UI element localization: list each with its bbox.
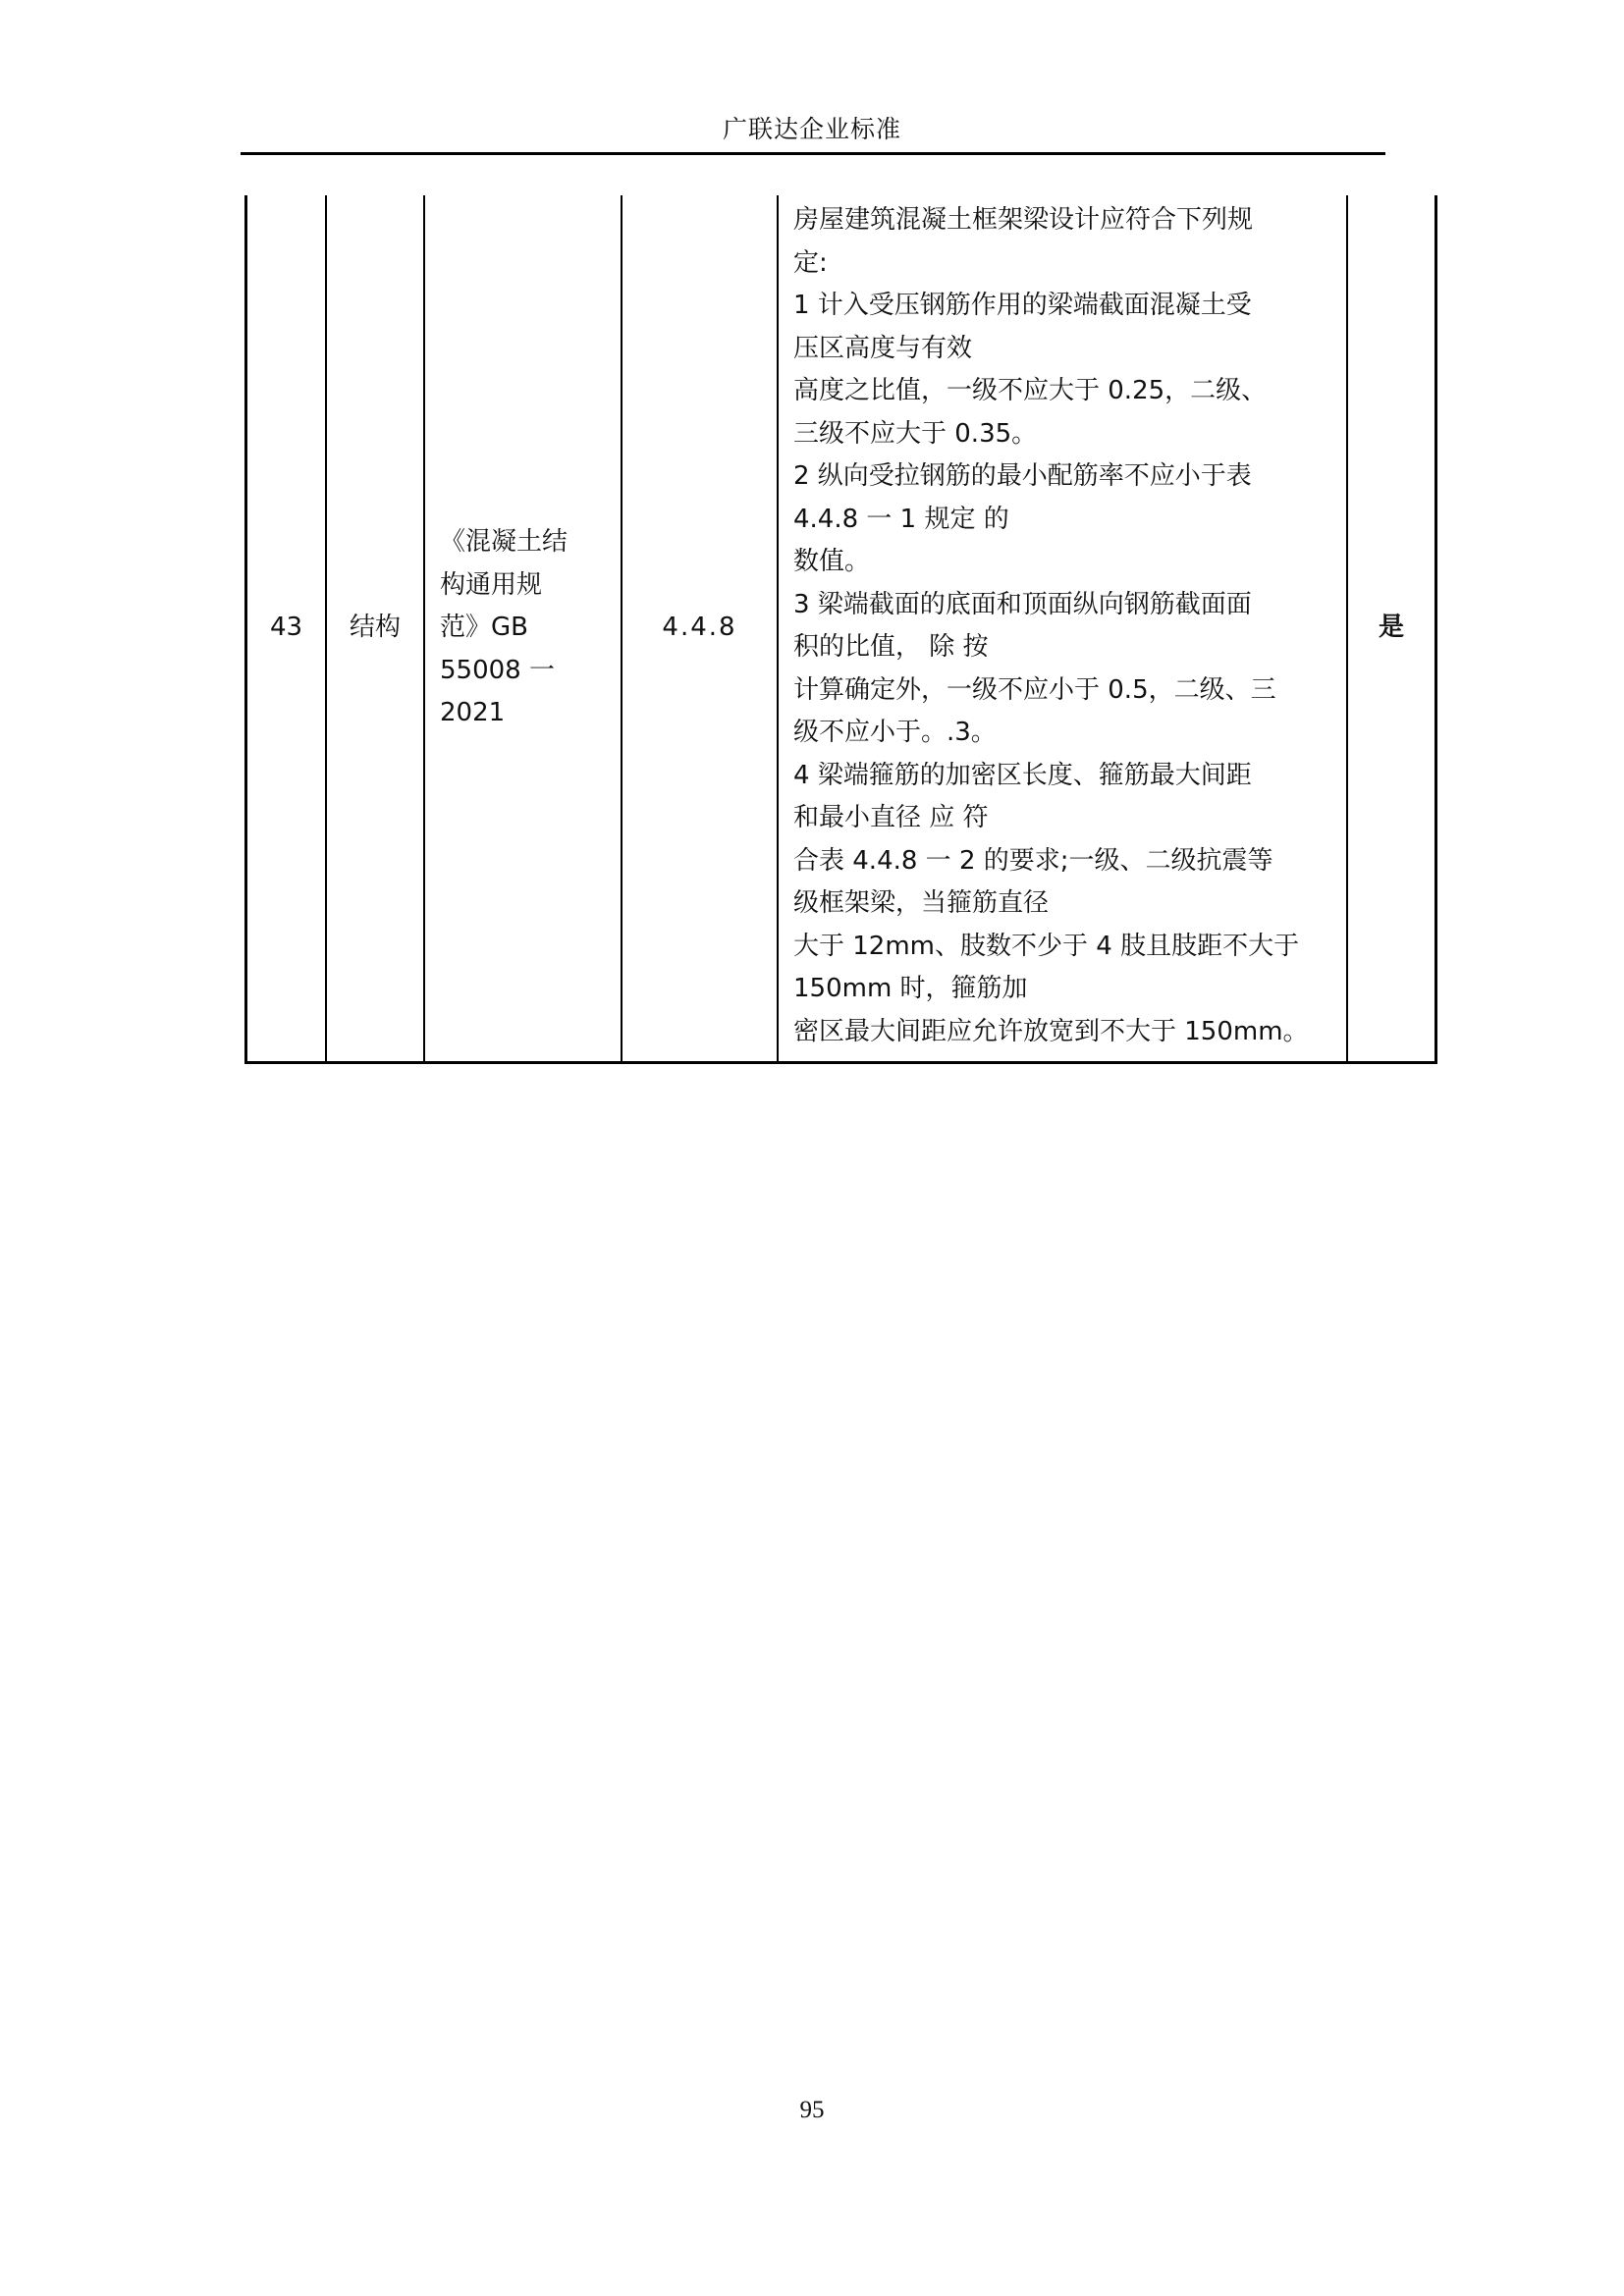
content-line: 房屋建筑混凝土框架梁设计应符合下列规 (793, 205, 1254, 235)
page-number: 95 (799, 2097, 825, 2123)
content-line: 定: (793, 247, 828, 278)
row-number-cell: 43 (246, 195, 327, 1063)
content-line: 三级不应大于 0.35。 (793, 418, 1038, 449)
content-line: 4.4.8 一 1 规定 的 (793, 504, 1009, 534)
header-rule (241, 152, 1385, 155)
content-line: 高度之比值，一级不应大于 0.25，二级、 (793, 376, 1268, 405)
category-cell: 结构 (326, 195, 424, 1063)
content-line: 1 计入受压钢筋作用的梁端截面混凝土受 (793, 291, 1252, 320)
content-line: 压区高度与有效 (793, 333, 973, 363)
clause-content-cell (778, 195, 1347, 1063)
content-line: 计算确定外，一级不应小于 0.5，二级、三 (793, 674, 1276, 705)
content-line: 级不应小于。.3。 (793, 718, 997, 747)
page-header-title: 广联达企业标准 (722, 115, 901, 143)
table-row (246, 195, 1436, 1063)
content-line: 4 梁端箍筋的加密区长度、箍筋最大间距 (793, 760, 1252, 790)
content-line: 级框架梁，当箍筋直径 (793, 888, 1050, 918)
content-line: 2 纵向受拉钢筋的最小配筋率不应小于表 (793, 461, 1252, 491)
content-line: 密区最大间距应允许放宽到不大于 150mm。 (793, 1016, 1309, 1046)
content-line: 大于 12mm、肢数不少于 4 肢且肢距不大于 (793, 931, 1300, 961)
standards-table (244, 195, 1437, 1064)
content-line: 数值。 (793, 547, 871, 576)
standard-line: 2021 (440, 698, 506, 728)
standard-line: 55008 一 (440, 655, 555, 685)
standard-line: 范》GB (440, 613, 528, 643)
content-line: 150mm 时，箍筋加 (793, 974, 1028, 1003)
content-line: 合表 4.4.8 一 2 的要求;一级、二级抗震等 (793, 845, 1273, 876)
standard-line: 《混凝土结 (440, 527, 568, 558)
content-line: 3 梁端截面的底面和顶面纵向钢筋截面面 (793, 589, 1252, 619)
standard-reference-cell (424, 195, 622, 1063)
content-line: 积的比值， 除 按 (793, 632, 989, 662)
compliance-flag-cell: 是 (1347, 195, 1436, 1063)
standard-line: 构通用规 (440, 569, 543, 600)
content-line: 和最小直径 应 符 (793, 803, 989, 832)
clause-number-cell: 4.4.8 (622, 195, 778, 1063)
